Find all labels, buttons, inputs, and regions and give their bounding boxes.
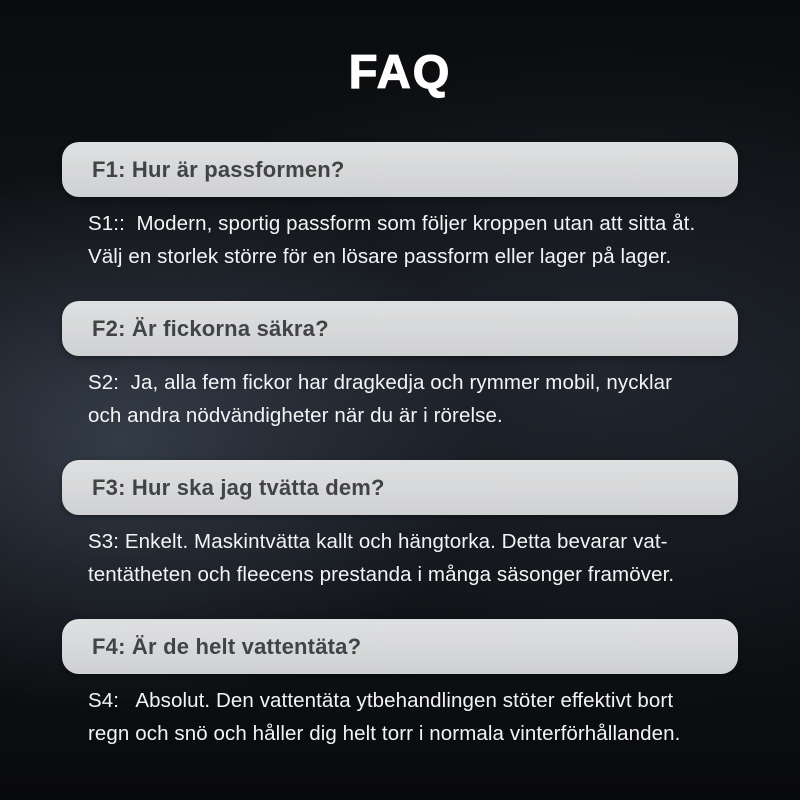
answer-text bbox=[62, 684, 738, 750]
answer-text bbox=[62, 366, 738, 432]
question-bar bbox=[62, 301, 738, 356]
answer-text bbox=[62, 525, 738, 591]
answer-line: tentätheten och fleecens prestanda i många säsonger framöver. bbox=[88, 563, 675, 586]
question-bar bbox=[62, 142, 738, 197]
question-bar bbox=[62, 460, 738, 515]
answer-line: S3: Enkelt. Maskintvätta kallt och hängtorka. Detta bevarar vat- bbox=[88, 530, 668, 553]
faq-item bbox=[62, 460, 738, 591]
answer-line: Välj en storlek större för en lösare passform eller lager på lager. bbox=[88, 245, 672, 268]
question-label: F4: Är de helt vattentäta? bbox=[92, 633, 362, 659]
answer-line: S2: Ja, alla fem fickor har dragkedja och rymmer mobil, nycklar bbox=[88, 371, 673, 394]
question-label: F1: Hur är passformen? bbox=[92, 156, 345, 182]
faq-item bbox=[62, 619, 738, 750]
faq-list bbox=[0, 142, 800, 750]
question-bar bbox=[62, 619, 738, 674]
answer-line: S4: Absolut. Den vattentäta ytbehandlingen stöter effektivt bort bbox=[88, 689, 674, 712]
page-title: FAQ bbox=[348, 45, 452, 98]
faq-item bbox=[62, 301, 738, 432]
faq-item bbox=[62, 142, 738, 273]
answer-line: regn och snö och håller dig helt torr i normala vinterförhållanden. bbox=[88, 722, 681, 745]
question-label: F3: Hur ska jag tvätta dem? bbox=[92, 474, 385, 500]
answer-line: och andra nödvändigheter när du är i rörelse. bbox=[88, 404, 503, 427]
answer-text bbox=[62, 207, 738, 273]
question-label: F2: Är fickorna säkra? bbox=[92, 315, 329, 341]
answer-line: S1:: Modern, sportig passform som följer kroppen utan att sitta åt. bbox=[88, 212, 696, 235]
